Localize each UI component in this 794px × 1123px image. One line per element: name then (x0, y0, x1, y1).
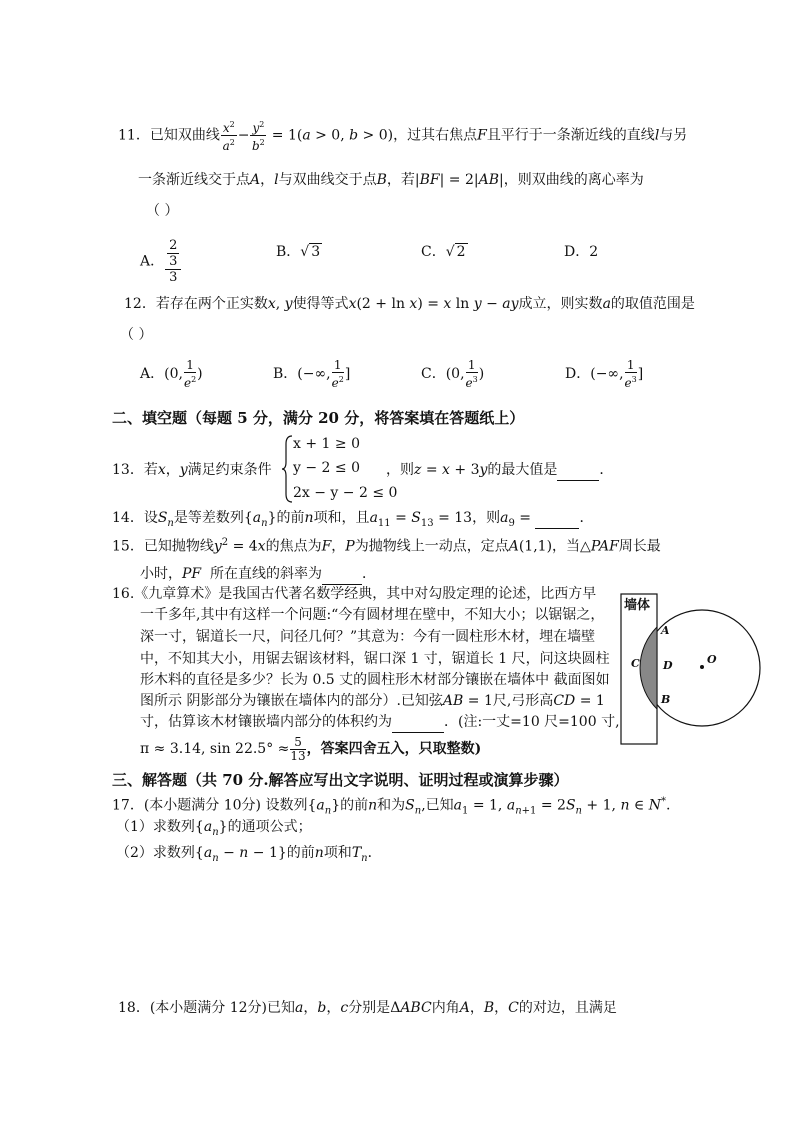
question-18-line: 18．(本小题满分 12分)已知a，b，c分别是ΔABC内角A，B，C的对边，且满足 (118, 1000, 617, 1016)
q12-option-d: D．(−∞, $\frac{1}{e^3}$ ] (565, 357, 644, 390)
question-15-line-2: 小时，PF 所在直线的斜率为 ． (140, 564, 376, 585)
question-11-answer-paren: （ ） (146, 203, 179, 219)
question-15-line-1: 15．已知抛物线$y^2 = 4x$的焦点为F，P为抛物线上一动点，定点A(1,1)，当△PAF周长最 (112, 537, 661, 555)
question-14-line: 14．设$S_n$是等差数列$\{a_n\}$的前n项和，且$a_{11} = S_{13} = 13$，则$a_9$ = ． (112, 510, 594, 529)
q12-option-b: B．(−∞, $\frac{1}{e^2}$ ] (273, 357, 351, 390)
question-16-line-6: 图所示 阴影部分为镶嵌在墙体内的部分）.已知弦AB = 1尺,弓形高CD = 1 (140, 693, 605, 709)
question-11-line-2: 一条渐近线交于点A，l与双曲线交于点B，若|BF| = 2|AB|，则双曲线的离心率为 (138, 172, 644, 188)
answer-blank[interactable] (557, 460, 599, 481)
question-17-part-1: （1）求数列$\{a_n\}$的通项公式； (116, 819, 312, 838)
answer-blank[interactable] (392, 712, 444, 733)
question-16-line-5: 形木料的直径是多少？长为 0.5 丈的圆柱形木材部分镶嵌在墙体中 截面图如 (140, 672, 610, 688)
q11-option-d: D．2 (564, 244, 599, 260)
answer-blank[interactable] (535, 508, 579, 529)
q12-option-c: C．(0, $\frac{1}{e^3}$ ) (421, 357, 485, 390)
figure-label-a: A (661, 624, 670, 637)
question-16-line-2: 一千多年,其中有这样一个问题:“今有圆材埋在壁中，不知大小；以锯锯之， (140, 607, 605, 623)
question-13-objective: ，则z = x + 3y的最大值是 ． (386, 460, 613, 481)
question-12-answer-paren: （ ） (120, 327, 153, 343)
question-16-line-3: 深一寸，锯道长一尺，问径几何？”其意为：今有一圆柱形木材，埋在墙壁 (140, 629, 596, 645)
question-17-line: 17．(本小题满分 10分) 设数列$\{a_n\}$的前n和为$S_n$,已知$a_1 = 1$, $a_{n+1} = 2S_n + 1$, n ∈ N*. (112, 796, 671, 817)
section-3-heading: 三、解答题（共 70 分.解答应写出文字说明、证明过程或演算步骤） (112, 771, 569, 789)
figure-label-d: D (663, 659, 673, 672)
q11-option-c: C．√ 2 (421, 244, 466, 260)
figure-label-wall: 墙体 (624, 598, 651, 613)
constraint-1: x + 1 ≥ 0 (293, 436, 360, 452)
question-12-line-1: 12．若存在两个正实数x, y使得等式x(2 + ln x) = x ln y − ay成立，则实数a的取值范围是 (124, 296, 695, 312)
question-13-line: 13．若x，y满足约束条件 (112, 462, 272, 478)
answer-blank[interactable] (322, 564, 362, 585)
question-16-line-4: 中，不知其大小，用锯去锯该材料，锯口深 1 寸，锯道长 1 尺，问这块圆柱 (140, 651, 610, 667)
question-16-line-8: π ≈ 3.14, sin 22.5° ≈ $\frac{5}{13}$ ，答案四舍五入，只取整数) (140, 734, 482, 763)
question-16-line-7: 寸，估算该木材镶嵌墙内部分的体积约为 ．(注:一丈=10 尺=100 寸, (140, 712, 620, 733)
q11-option-b: B．√ 3 (276, 244, 321, 260)
figure-label-c: C (631, 657, 640, 670)
constraint-2: y − 2 ≤ 0 (293, 460, 360, 476)
question-16-line-1: 16.《九章算术》是我国古代著名数学经典，其中对勾股定理的论述，比西方早 (112, 586, 597, 602)
q12-option-a: A．(0, $\frac{1}{e^2}$ ) (140, 357, 203, 390)
question-11-line-1: 11．已知双曲线 $\frac{x^2}{a^2}$ − $\frac{y^2}{b^2}$ = 1(a > 0, b > 0)，过其右焦点F且平行于一条渐近线的直线l与另 (118, 120, 688, 153)
figure-label-o: O (707, 653, 717, 666)
q11-option-a: A． 2 3 3 (140, 238, 182, 285)
figure-label-b: B (661, 693, 671, 706)
question-17-part-2: （2）求数列$\{a_n - n - 1\}$的前n项和$T_n$． (116, 845, 382, 864)
section-2-heading: 二、填空题（每题 5 分，满分 20 分，将答案填在答题纸上） (112, 409, 525, 427)
constraint-3: 2x − y − 2 ≤ 0 (293, 485, 398, 501)
